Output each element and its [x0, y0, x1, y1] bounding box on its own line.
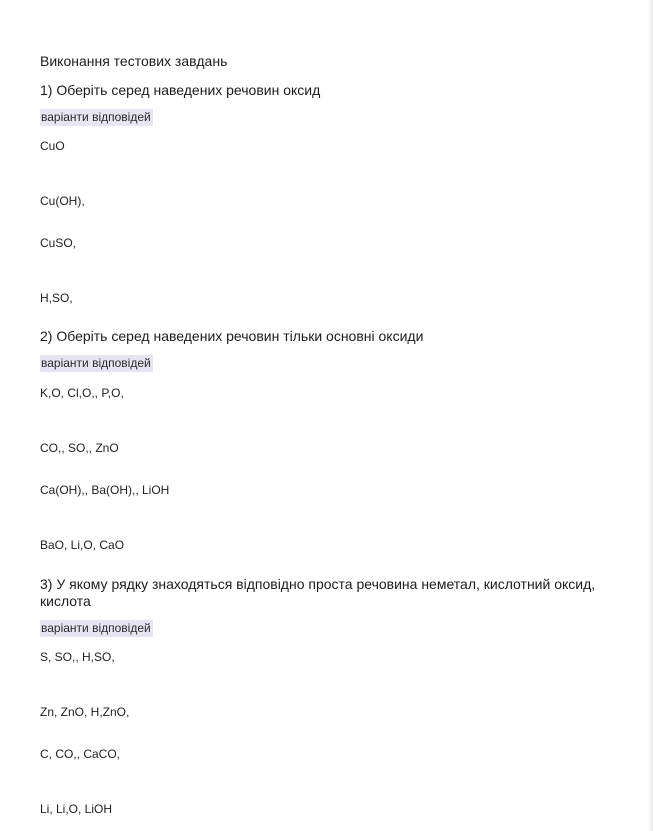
page-heading: Виконання тестових завдань [40, 53, 228, 69]
question-3-option-1[interactable]: S, SO,, H,SO, [40, 650, 115, 664]
page-edge-shadow [648, 0, 653, 831]
question-3-option-4[interactable]: Li, Li,O, LiOH [40, 802, 113, 816]
question-1-option-2[interactable]: Cu(OH), [40, 194, 85, 208]
question-1-option-3[interactable]: CuSO, [40, 236, 77, 250]
question-3-variants-label: варіанти відповідей [41, 621, 151, 635]
question-2-option-4[interactable]: BaO, Li,O, CaO [40, 538, 125, 552]
question-1-option-1[interactable]: CuO [40, 139, 65, 153]
question-2-variants-label: варіанти відповідей [41, 356, 151, 370]
question-1-text: 1) Оберіть серед наведених речовин оксид [40, 82, 321, 98]
question-1-variants-label: варіанти відповідей [41, 110, 151, 124]
question-3-option-2[interactable]: Zn, ZnO, H,ZnO, [40, 705, 130, 719]
question-2-option-3[interactable]: Ca(OH),, Ba(OH),, LiOH [40, 483, 170, 497]
question-2-option-2[interactable]: CO,, SO,, ZnO [40, 441, 119, 455]
question-1-option-4[interactable]: H,SO, [40, 291, 73, 305]
question-3-text: 3) У якому рядку знаходяться відповідно проста речовина неметал, кислотний оксид, кислота [40, 576, 596, 609]
question-2-option-1[interactable]: K,O, Cl,O,, P,O, [40, 386, 124, 400]
question-3-option-3[interactable]: C, CO,, CaCO, [40, 747, 121, 761]
question-2-text: 2) Оберіть серед наведених речовин тільки основні оксиди [40, 328, 424, 344]
